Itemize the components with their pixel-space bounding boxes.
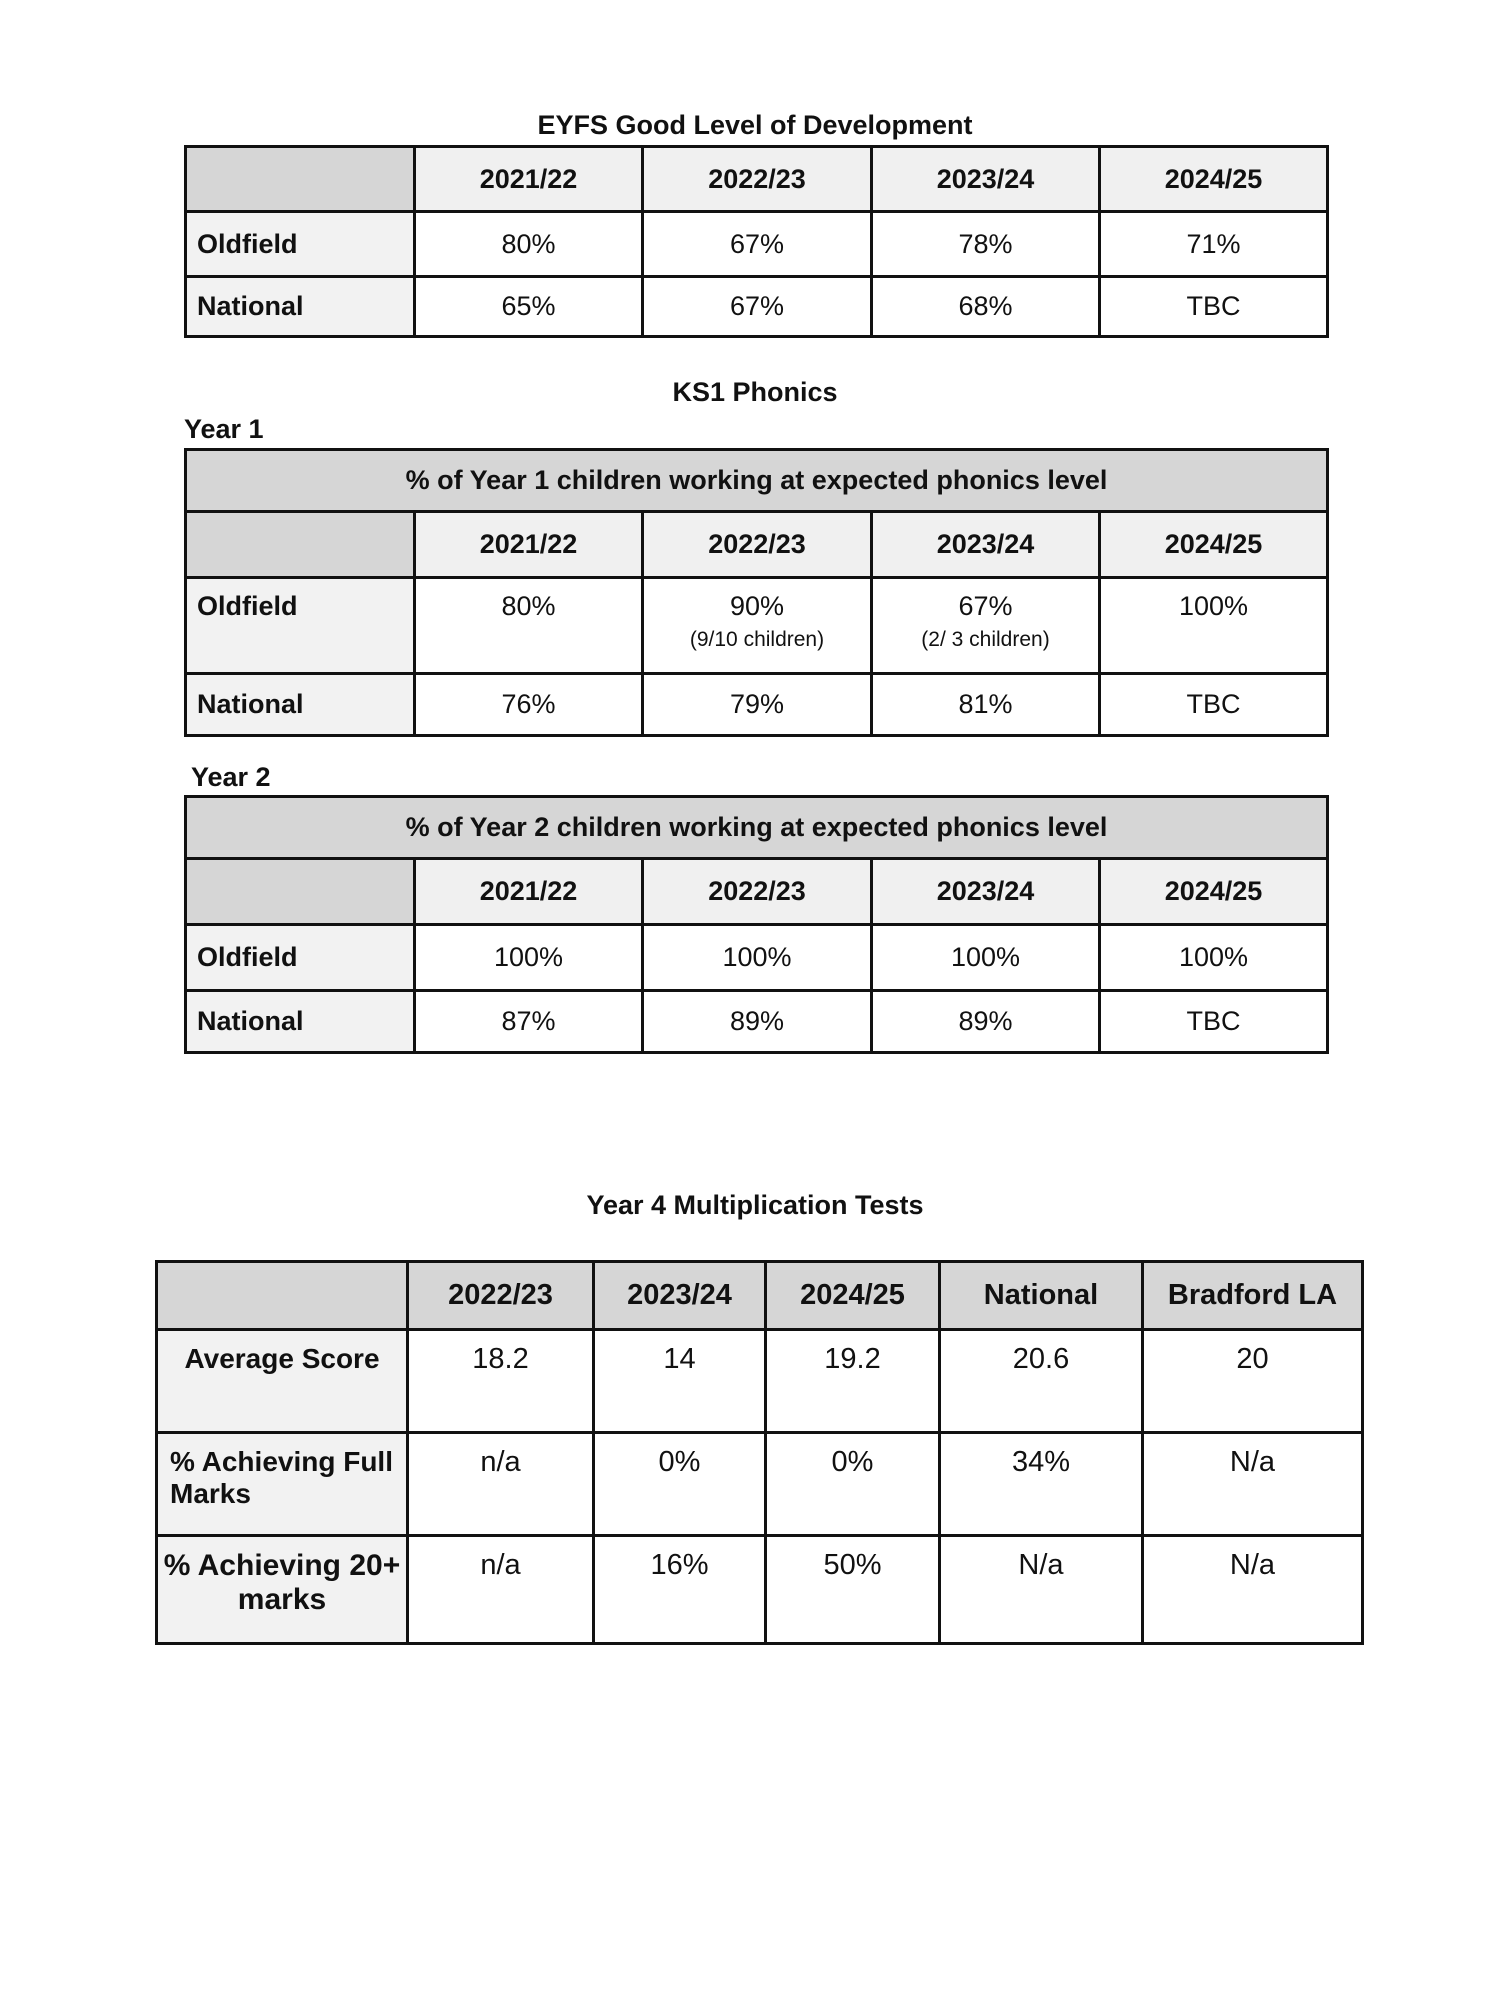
cell-value: 100%	[415, 925, 643, 991]
cell-value: 14	[594, 1330, 766, 1433]
corner-cell	[186, 859, 415, 925]
value-text: 90%	[729, 591, 785, 621]
year-header: 2022/23	[643, 859, 872, 925]
column-header: 2023/24	[594, 1262, 766, 1330]
cell-value: TBC	[1100, 277, 1328, 337]
row-label: Oldfield	[186, 212, 415, 277]
cell-value: 34%	[940, 1433, 1143, 1536]
cell-value: 68%	[872, 277, 1100, 337]
year-header: 2023/24	[872, 859, 1100, 925]
corner-cell	[186, 512, 415, 578]
year-header: 2023/24	[872, 147, 1100, 212]
cell-value: TBC	[1100, 674, 1328, 736]
row-label: Average Score	[157, 1330, 408, 1433]
column-header: Bradford LA	[1143, 1262, 1363, 1330]
cell-value: 67%	[643, 212, 872, 277]
cell-value: 67%	[643, 277, 872, 337]
cell-value: 71%	[1100, 212, 1328, 277]
cell-value: 89%	[643, 991, 872, 1053]
multiplication-title: Year 4 Multiplication Tests	[586, 1190, 924, 1220]
value-text: 80%	[501, 591, 556, 621]
cell-value: 20.6	[940, 1330, 1143, 1433]
column-header: National	[940, 1262, 1143, 1330]
cell-value: N/a	[940, 1536, 1143, 1644]
table-row	[157, 1536, 1363, 1644]
table-row	[186, 212, 1328, 277]
year-header: 2022/23	[643, 147, 872, 212]
row-label: National	[186, 674, 415, 736]
cell-value: 65%	[415, 277, 643, 337]
cell-value: 100%	[643, 925, 872, 991]
table-caption: % of Year 1 children working at expected phonics level	[186, 450, 1328, 512]
year1-label: Year 1	[184, 414, 264, 444]
table-row	[186, 674, 1328, 736]
cell-value: 0%	[766, 1433, 940, 1536]
cell-value: 78%	[872, 212, 1100, 277]
column-header: 2024/25	[766, 1262, 940, 1330]
phonics-title: KS1 Phonics	[672, 377, 838, 407]
year-header: 2022/23	[643, 512, 872, 578]
year-header: 2021/22	[415, 512, 643, 578]
row-label: % Achieving Full Marks	[157, 1433, 408, 1536]
cell-value: 89%	[872, 991, 1100, 1053]
table-caption: % of Year 2 children working at expected phonics level	[186, 797, 1328, 859]
cell-value: n/a	[408, 1433, 594, 1536]
year-header: 2023/24	[872, 512, 1100, 578]
column-header: 2022/23	[408, 1262, 594, 1330]
value-text: 100%	[1179, 591, 1249, 621]
cell-value: 80%	[415, 212, 643, 277]
eyfs-table	[184, 145, 1329, 338]
cell-value: N/a	[1143, 1433, 1363, 1536]
table-row	[186, 578, 1328, 674]
cell-value: 79%	[643, 674, 872, 736]
table-row	[186, 925, 1328, 991]
multiplication-table	[155, 1260, 1364, 1645]
cell-value	[643, 578, 872, 674]
eyfs-title: EYFS Good Level of Development	[537, 110, 973, 140]
table-row	[186, 277, 1328, 337]
cell-value: 50%	[766, 1536, 940, 1644]
row-label: Oldfield	[186, 578, 415, 674]
year-header: 2024/25	[1100, 512, 1328, 578]
cell-value	[1100, 578, 1328, 674]
year1-phonics-table	[184, 448, 1329, 737]
year2-label: Year 2	[191, 762, 271, 792]
cell-value: 81%	[872, 674, 1100, 736]
cell-value	[872, 578, 1100, 674]
table-row	[186, 991, 1328, 1053]
cell-value: 76%	[415, 674, 643, 736]
cell-value	[415, 578, 643, 674]
corner-cell	[186, 147, 415, 212]
table-row	[157, 1330, 1363, 1433]
row-label: National	[186, 991, 415, 1053]
cell-value: 0%	[594, 1433, 766, 1536]
value-note: (2/ 3 children)	[921, 628, 1050, 651]
cell-value: 19.2	[766, 1330, 940, 1433]
cell-value: 87%	[415, 991, 643, 1053]
cell-value: 18.2	[408, 1330, 594, 1433]
row-label: Oldfield	[186, 925, 415, 991]
table-row	[157, 1433, 1363, 1536]
year-header: 2021/22	[415, 147, 643, 212]
value-note: (9/10 children)	[689, 628, 825, 651]
cell-value: 16%	[594, 1536, 766, 1644]
cell-value: N/a	[1143, 1536, 1363, 1644]
cell-value: 100%	[1100, 925, 1328, 991]
cell-value: 20	[1143, 1330, 1363, 1433]
row-label: % Achieving 20+ marks	[157, 1536, 408, 1644]
year-header: 2021/22	[415, 859, 643, 925]
cell-value: 100%	[872, 925, 1100, 991]
value-text: 67%	[958, 591, 1013, 621]
year2-phonics-table	[184, 795, 1329, 1054]
cell-value: TBC	[1100, 991, 1328, 1053]
year-header: 2024/25	[1100, 859, 1328, 925]
cell-value: n/a	[408, 1536, 594, 1644]
row-label: National	[186, 277, 415, 337]
year-header: 2024/25	[1100, 147, 1328, 212]
corner-cell	[157, 1262, 408, 1330]
